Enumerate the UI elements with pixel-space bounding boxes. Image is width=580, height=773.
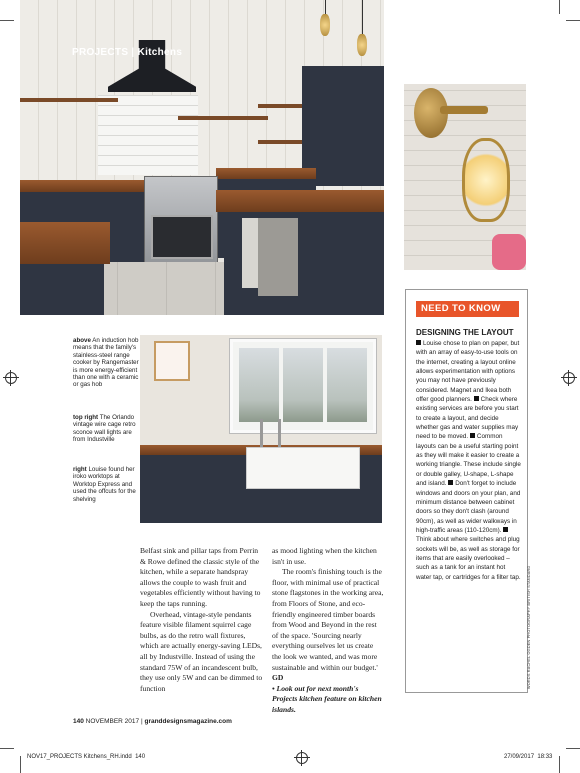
issue-date: NOVEMBER 2017 (85, 718, 140, 725)
range-cooker (144, 176, 218, 274)
crop-mark (0, 20, 14, 21)
page-footer: 140 NOVEMBER 2017 | granddesignsmagazine.com (73, 718, 232, 725)
caption-right: right Louise found her iroko worktops at Worktop Express and used the offcuts for the shelving (73, 466, 136, 503)
list-item: Common layouts can be a useful starting point as they will make it easier to create a working triangle. These include single or double galley, U-shape, L-shape and island. (416, 433, 521, 488)
pendant-light (320, 14, 330, 36)
body-column-2 (272, 546, 384, 716)
bullet-icon (474, 396, 479, 401)
registration-mark (5, 372, 17, 384)
end-mark: GD (272, 673, 284, 683)
page-number: 140 (73, 718, 84, 725)
sconce-photo (404, 84, 526, 270)
registration-mark (296, 752, 308, 764)
list-item: Check where existing services are before you start to create a layout, and decide whether gas and water supplies may need to be moved. (416, 396, 519, 441)
sidebar-list (416, 339, 522, 582)
slug-file: NOV17_PROJECTS Kitchens_RH.indd 140 (27, 754, 146, 760)
body-paragraph: Overhead, vintage-style pendants feature visible filament squirrel cage bulbs, as do the retro wall fixtures, which are actually energy-saving LEDs, all by Industville. Instead of using the standard 75W of an incandescent bulb, they use only 5W and can be dimmed to function (140, 609, 263, 693)
kitchen-photo (20, 0, 384, 315)
body-paragraph: The room's finishing touch is the floor, with minimal use of practical stone flagstones in the working area, from Floors of Stone, and eco-friendly engineered timber boards from Wood and Beyond in the rest of the space. 'Sourcing nearly everything ourselves let us create the look we wanted, and was more sustainable and within our budget.' GD (272, 567, 384, 683)
caption-above: above An induction hob means that the family's stainless-steel range cooker by Rangemaster is more energy-efficient than one with a ceramic or gas hob (73, 337, 139, 389)
body-paragraph: Belfast sink and pillar taps from Perrin & Rowe defined the classic style of the kitchen, while a separate handspray allows the couple to wash fruit and vegetables efficiently without having to keep the taps running. (140, 546, 261, 608)
bullet-icon (416, 340, 421, 345)
bullet-icon (503, 527, 508, 532)
body-column-1 (140, 546, 264, 694)
list-item: Think about where switches and plug sockets will be, as well as storage for items that are easily overlooked – such as a tank for an instant hot water tap, or cartridges for a filter tap. (416, 536, 521, 581)
caption-top-right: top right The Orlando vintage wire cage retro sconce wall lights are from Industville (73, 414, 136, 444)
crop-mark (20, 756, 21, 773)
list-item: Louise chose to plan on paper, but with an array of easy-to-use tools on the internet, creating a layout online allows experimentation with options you may not have previously considered. Magnet and Ikea both offer good planners. (416, 340, 520, 404)
crop-mark (559, 0, 560, 14)
bullet-icon (448, 480, 453, 485)
sink-photo (140, 335, 382, 523)
site-url: granddesignsmagazine.com (144, 718, 232, 725)
list-item: Don't forget to include windows and doors on your plan, and minimum distance between cabinet doors so they don't clash (around 90cm), as well as wider walkways in high-traffic areas (110-120cm). (416, 480, 521, 534)
bullet-icon (470, 433, 475, 438)
pendant-light (357, 34, 367, 56)
slug-date: 27/09/2017 18:33 (504, 754, 553, 760)
worktop (20, 180, 144, 192)
crop-mark (0, 748, 14, 749)
crop-mark (559, 756, 560, 773)
section-label: PROJECTS | Kitchens (72, 47, 183, 58)
sidebar-heading: NEED TO KNOW (416, 301, 519, 317)
need-to-know-box (405, 289, 528, 693)
teaser: • Look out for next month's Projects kitchen feature on kitchen islands. (272, 683, 382, 714)
crop-mark (566, 20, 580, 21)
sidebar-subheading: DESIGNING THE LAYOUT (416, 328, 514, 337)
registration-mark (563, 372, 575, 384)
crop-mark (566, 748, 580, 749)
photo-credit: WORDS RACHEL OGDEN PHOTOGRAPHY BRITISH STANDARD (527, 565, 531, 689)
body-paragraph: as mood lighting when the kitchen isn't in use. (272, 546, 377, 566)
